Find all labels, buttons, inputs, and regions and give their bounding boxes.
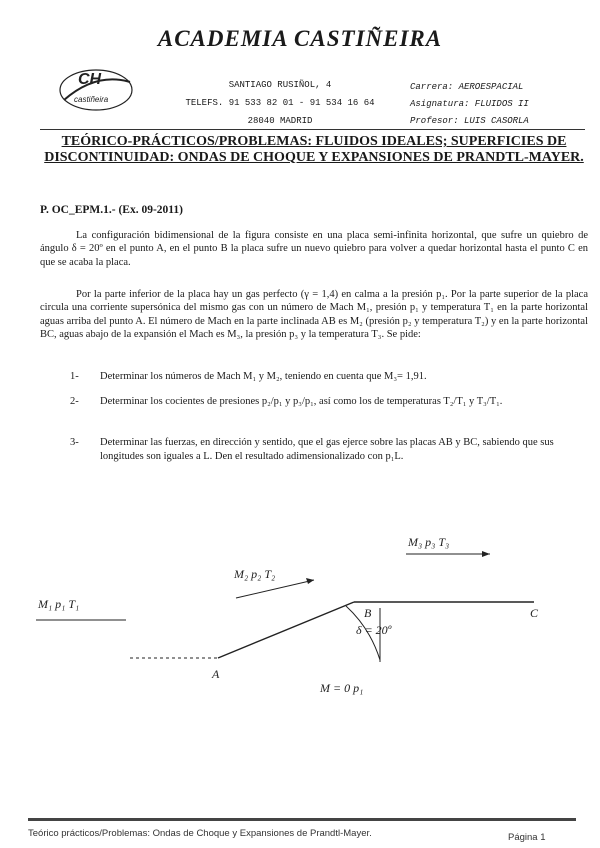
academy-address — [150, 76, 410, 130]
page-number: Página 1 — [508, 832, 546, 843]
question-text: Determinar los cocientes de presiones p₂/p₁ y p₃/p₁, así como los de temperaturas T₂/T₁ y T₃/T₁. — [100, 396, 503, 407]
professor-label: Profesor: LUIS CASORLA — [410, 116, 529, 126]
footer-divider — [28, 818, 576, 821]
problem-paragraph-2: Por la parte inferior de la placa hay un gas perfecto (γ = 1,4) en calma a la presión p₁. Por la parte superior de la placa circula una corriente supersónica del mismo gas con un número de Mach M₁, presión p₁ y temperatura T₁ en la parte horizontal aguas arriba del punto A. El número de Mach en la parte inclinada AB es M₂ (presión p₂ y temperatura T₂) y en la parte horizontal BC, aguas abajo de la expansión el Mach es M₃, la presión p₃ y la temperatura T₃. Se pide: — [40, 289, 588, 340]
region-3-label: M₃ p₃ T₃ — [408, 535, 450, 549]
question-item — [72, 436, 586, 463]
angle-label: δ = 20º — [356, 623, 392, 637]
academy-logo — [56, 62, 136, 114]
plate-ab — [218, 602, 354, 658]
question-text: Determinar los números de Mach M₁ y M₂, teniendo en cuenta que M₃= 1,91. — [100, 371, 427, 382]
problem-paragraph-1: La configuración bidimensional de la figura consiste en una placa semi-infinita horizontal, que sufre un quiebro de ángulo δ = 20º en el punto A, en el punto B la placa sufre un nuevo quiebro para volver a quedar horizontal hasta el punto C en que se acaba la placa. — [40, 230, 588, 268]
question-number: 3- — [70, 437, 79, 448]
question-item — [72, 370, 586, 384]
career-label: Carrera: AEROESPACIAL — [410, 82, 524, 92]
question-text: Determinar las fuerzas, en dirección y sentido, que el gas ejerce sobre las placas AB y BC, sabiendo que sus longitudes son iguales a L. Den el resultado adimensionalizado con p₁L. — [100, 437, 554, 462]
logo-caption: castiñeira — [74, 95, 109, 104]
question-number: 1- — [70, 371, 79, 382]
footer-text: Teórico prácticos/Problemas: Ondas de Choque y Expansiones de Prandtl-Mayer. — [28, 828, 372, 839]
address-street: SANTIAGO RUSIÑOL, 4 — [228, 80, 332, 90]
region-2-label: M₂ p₂ T₂ — [234, 567, 276, 581]
question-item — [72, 395, 586, 409]
course-info — [410, 79, 580, 130]
point-c-label: C — [530, 606, 539, 620]
lower-region-label: M = 0 p₁ — [320, 681, 364, 695]
header-divider — [40, 129, 585, 130]
address-city: 28040 MADRID — [247, 116, 313, 126]
address-phones: TELEFS. 91 533 82 01 - 91 534 16 64 — [185, 98, 375, 108]
problem-id: P. OC_EPM.1.- (Ex. 09-2011) — [40, 204, 183, 216]
academy-title: ACADEMIA CASTIÑEIRA — [157, 26, 443, 51]
region-1-label: M₁ p₁ T₁ — [38, 597, 80, 611]
question-number: 2- — [70, 396, 79, 407]
flow-arrow-head-2 — [306, 578, 314, 584]
flow-line-region-2 — [236, 580, 314, 598]
point-b-label: B — [364, 606, 372, 620]
point-a-label: A — [212, 667, 220, 681]
section-heading: TEÓRICO-PRÁCTICOS/PROBLEMAS: FLUIDOS IDEALES; SUPERFICIES DE DISCONTINUIDAD: ONDAS DE CHOQUE Y EXPANSIONES DE PRANDTL-MAYER. — [44, 134, 584, 165]
logo-monogram: CH — [78, 71, 102, 88]
flow-arrow-head-3 — [482, 551, 490, 557]
plate-figure — [30, 528, 590, 708]
subject-label: Asignatura: FLUIDOS II — [410, 99, 529, 109]
